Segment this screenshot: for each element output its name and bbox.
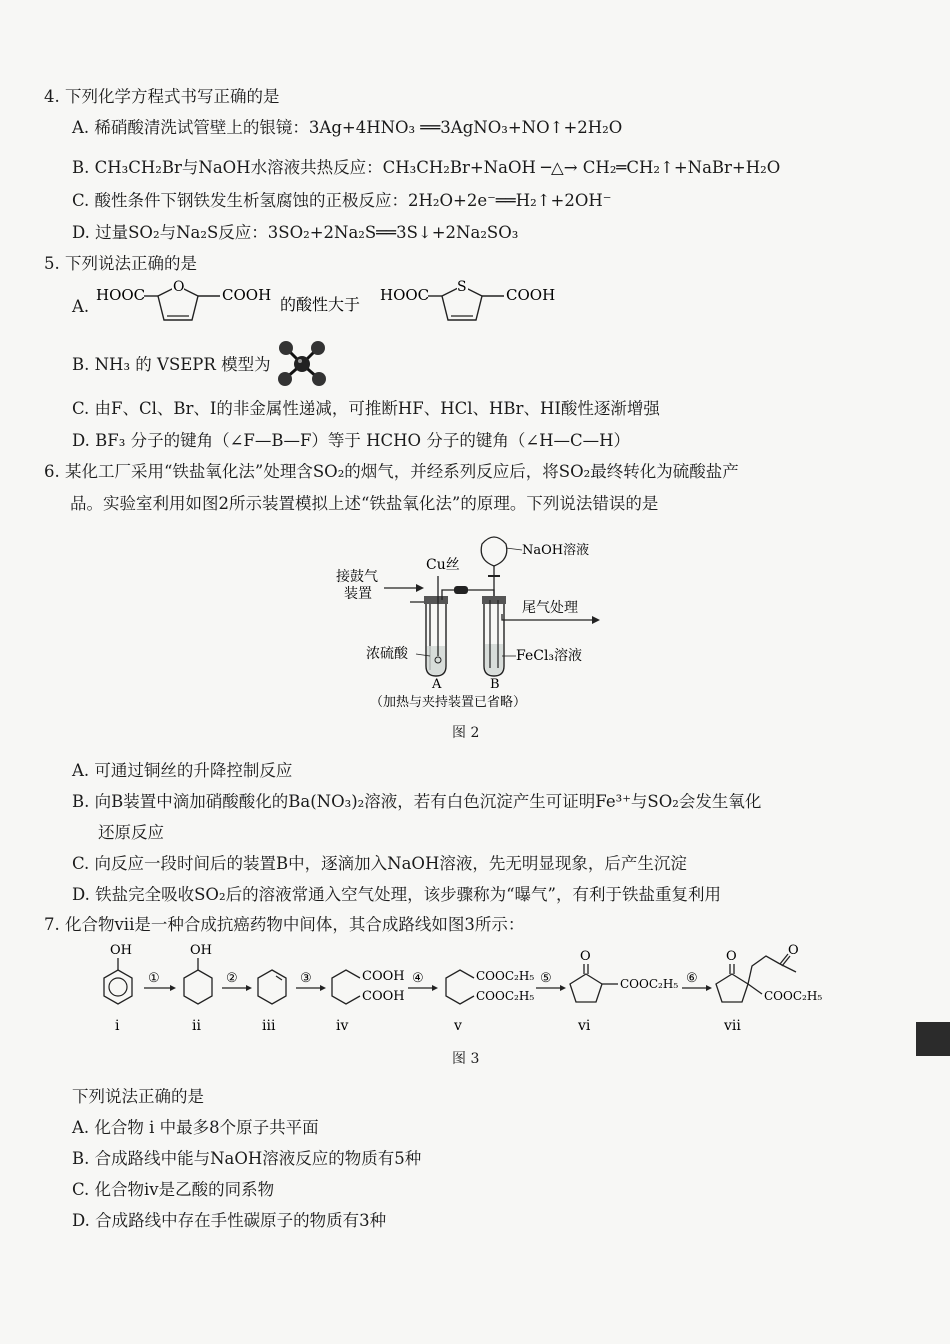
q5-stem: 5. 下列说法正确的是 xyxy=(44,254,197,273)
q7-ask: 下列说法正确的是 xyxy=(72,1087,204,1106)
furan-oxygen: O xyxy=(173,279,185,295)
cmpd-i-oh: OH xyxy=(110,943,132,958)
label-tube-b: B xyxy=(490,677,500,692)
cmpd-iv-cooh-bottom: COOH xyxy=(362,989,405,1004)
label-tube-a: A xyxy=(432,677,442,692)
q6-stem-line1: 6. 某化工厂采用“铁盐氧化法”处理含SO₂的烟气，并经系列反应后，将SO₂最终转化为硫酸盐产 xyxy=(44,462,739,481)
figure-2-caption: 图 2 xyxy=(452,725,480,741)
label-air-supply-1: 接鼓气 xyxy=(336,569,378,585)
q6-option-d: D. 铁盐完全吸收SO₂后的溶液常通入空气处理，该步骤称为“曝气”，有利于铁盐重复利用 xyxy=(72,885,721,904)
label-tail-gas: 尾气处理 xyxy=(522,600,578,616)
cmpd-vii-oxygen-chain: O xyxy=(788,943,799,958)
cmpd-vii-ester: COOC₂H₅ xyxy=(764,989,823,1003)
cmpd-label-vi: vi xyxy=(578,1018,591,1034)
page-edge-tab xyxy=(916,1022,950,1056)
figure-3-synthesis-route xyxy=(90,938,850,1042)
q5-option-a-prefix: A. xyxy=(72,297,90,316)
q5-option-c: C. 由F、Cl、Br、I的非金属性递减，可推断HF、HCl、HBr、HI酸性逐渐增强 xyxy=(72,399,660,418)
q6-stem-line2: 品。实验室利用如图2所示装置模拟上述“铁盐氧化法”的原理。下列说法错误的是 xyxy=(70,494,659,513)
cmpd-ii-oh: OH xyxy=(190,943,212,958)
cmpd-label-i: i xyxy=(115,1018,120,1034)
label-conc-h2so4: 浓硫酸 xyxy=(366,646,408,662)
figure-3-caption: 图 3 xyxy=(452,1051,480,1067)
q5-option-a-middle: 的酸性大于 xyxy=(280,295,361,314)
q7-option-c: C. 化合物iv是乙酸的同系物 xyxy=(72,1180,275,1199)
figure-2-note: （加热与夹持装置已省略） xyxy=(370,695,527,710)
cmpd-vi-ester: COOC₂H₅ xyxy=(620,977,679,991)
step-5: ⑤ xyxy=(540,971,552,986)
furan-right-group: COOH xyxy=(222,286,272,304)
q4-option-b: B. CH₃CH₂Br与NaOH水溶液共热反应：CH₃CH₂Br+NaOH ─△→ CH₂═CH₂↑+NaBr+H₂O xyxy=(72,158,781,177)
cmpd-label-vii: vii xyxy=(724,1018,741,1034)
cmpd-v-ester-top: COOC₂H₅ xyxy=(476,969,535,983)
step-6: ⑥ xyxy=(686,971,698,986)
figure-2-apparatus xyxy=(330,530,620,720)
nh3-vsepr-model-icon xyxy=(276,338,328,388)
step-4: ④ xyxy=(412,971,424,986)
thiophene-right-group: COOH xyxy=(506,286,556,304)
q4-stem: 4. 下列化学方程式书写正确的是 xyxy=(44,87,280,106)
cmpd-label-iv: iv xyxy=(336,1018,349,1034)
q6-option-b-cont: 还原反应 xyxy=(98,823,164,842)
q7-option-d: D. 合成路线中存在手性碳原子的物质有3种 xyxy=(72,1211,387,1230)
q6-option-a: A. 可通过铜丝的升降控制反应 xyxy=(72,761,293,780)
label-fecl3-solution: FeCl₃溶液 xyxy=(516,648,583,664)
label-air-supply-2: 装置 xyxy=(344,586,372,602)
step-2: ② xyxy=(226,971,238,986)
label-naoh-solution: NaOH溶液 xyxy=(522,543,590,558)
thiophene-left-group: HOOC xyxy=(380,286,430,304)
q7-option-b: B. 合成路线中能与NaOH溶液反应的物质有5种 xyxy=(72,1149,422,1168)
cmpd-vi-oxygen: O xyxy=(580,949,591,964)
q6-option-c: C. 向反应一段时间后的装置B中，逐滴加入NaOH溶液，先无明显现象，后产生沉淀 xyxy=(72,854,687,873)
q7-stem: 7. 化合物vii是一种合成抗癌药物中间体，其合成路线如图3所示： xyxy=(44,915,525,934)
label-cu-wire: Cu丝 xyxy=(426,557,460,573)
cmpd-iv-cooh-top: COOH xyxy=(362,969,405,984)
q7-option-a: A. 化合物 i 中最多8个原子共平面 xyxy=(72,1118,319,1137)
cmpd-v-ester-bottom: COOC₂H₅ xyxy=(476,989,535,1003)
step-1: ① xyxy=(148,971,160,986)
furan-left-group: HOOC xyxy=(96,286,146,304)
step-3: ③ xyxy=(300,971,312,986)
q4-option-d: D. 过量SO₂与Na₂S反应：3SO₂+2Na₂S══3S↓+2Na₂SO₃ xyxy=(72,223,519,242)
cmpd-label-v: v xyxy=(454,1018,462,1034)
q4-option-c: C. 酸性条件下钢铁发生析氢腐蚀的正极反应：2H₂O+2e⁻══H₂↑+2OH⁻ xyxy=(72,191,612,210)
q6-option-b: B. 向B装置中滴加硝酸酸化的Ba(NO₃)₂溶液，若有白色沉淀产生可证明Fe³⁺与SO₂会发生氧化 xyxy=(72,792,762,811)
cmpd-label-iii: iii xyxy=(262,1018,276,1034)
q5-option-a-structures xyxy=(96,278,566,334)
thiophene-sulfur: S xyxy=(457,279,467,295)
q5-option-b: B. NH₃ 的 VSEPR 模型为 xyxy=(72,355,271,374)
cmpd-label-ii: ii xyxy=(192,1018,201,1034)
cmpd-vii-oxygen-ring: O xyxy=(726,949,737,964)
q5-option-d: D. BF₃ 分子的键角（∠F—B—F）等于 HCHO 分子的键角（∠H—C—H） xyxy=(72,431,631,450)
q4-option-a: A. 稀硝酸清洗试管壁上的银镜：3Ag+4HNO₃ ══3AgNO₃+NO↑+2H₂O xyxy=(72,118,623,137)
